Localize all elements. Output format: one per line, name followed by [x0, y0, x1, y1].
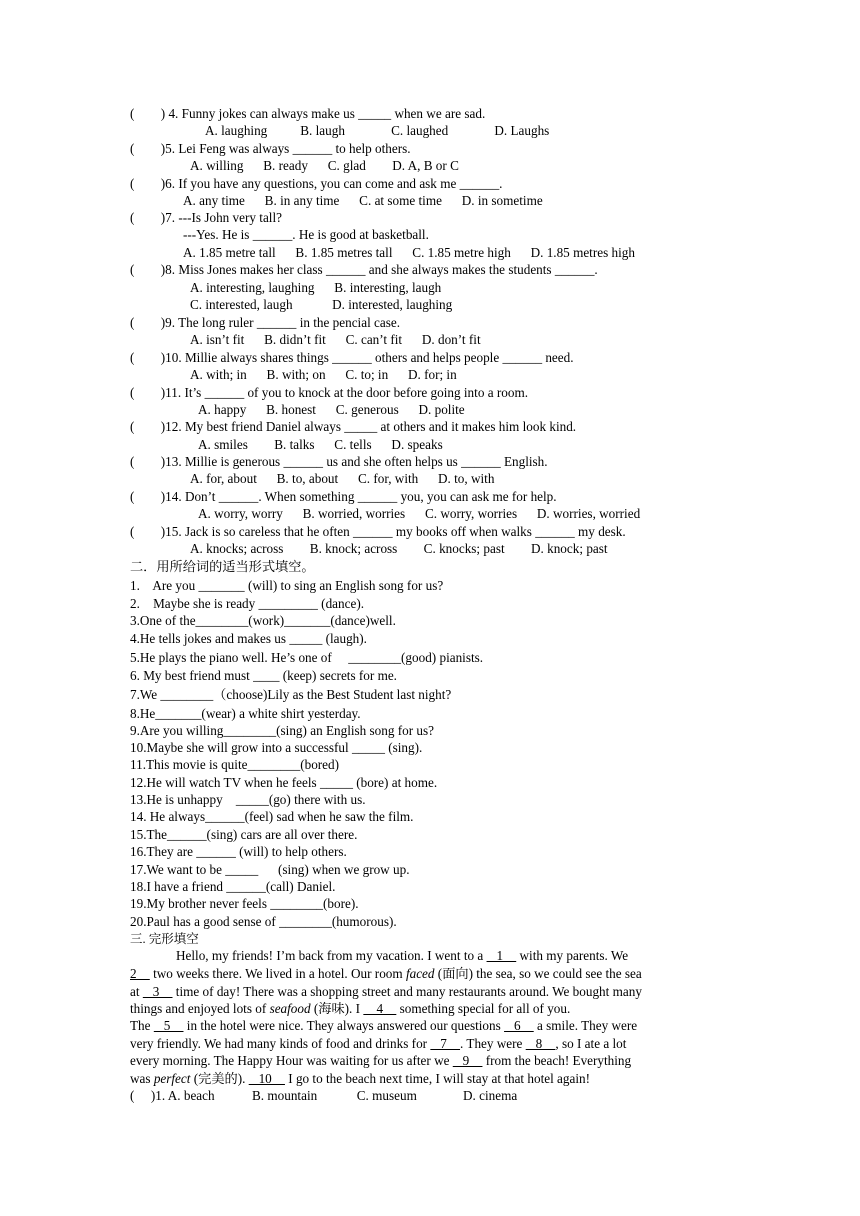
fill-item: 5.He plays the piano well. He’s one of ________(good) pianists.: [130, 650, 484, 665]
fill-item: 19.My brother never feels ________(bore).: [130, 896, 359, 911]
fill-item: 16.They are ______ (will) to help others.: [130, 844, 347, 859]
fill-item: 8.He_______(wear) a white shirt yesterday.: [130, 706, 361, 721]
fill-item: 18.I have a friend ______(call) Daniel.: [130, 879, 336, 894]
fill-item: 7.We ________（choose)Lily as the Best Student last night?: [130, 687, 452, 702]
mcq-15-options: A. knocks; across B. knock; across C. knocks; past D. knock; past: [190, 541, 608, 556]
fill-item: 17.We want to be _____ (sing) when we grow up.: [130, 862, 410, 877]
cloze-text: every morning. The Happy Hour was waiting for us after we: [130, 1053, 453, 1068]
cloze-blank: 8: [525, 1036, 556, 1051]
mcq-9-stem: ( )9. The long ruler ______ in the pencial case.: [130, 315, 401, 330]
cloze-italic-word: faced: [405, 966, 435, 981]
mcq-8-options: A. interesting, laughing B. interesting, laugh: [190, 280, 442, 295]
cloze-text: was: [130, 1071, 154, 1086]
mcq-5-options: A. willing B. ready C. glad D. A, B or C: [190, 158, 459, 173]
fill-item: 1. Are you _______ (will) to sing an English song for us?: [130, 578, 444, 593]
cloze-line: [130, 1052, 631, 1069]
cloze-italic-word: perfect: [153, 1071, 191, 1086]
cloze-text: at: [130, 984, 143, 999]
cloze-text: from the beach! Everything: [482, 1053, 632, 1068]
cloze-blank: 9: [452, 1053, 483, 1068]
cloze-blank: 2: [130, 966, 150, 981]
cloze-text: in the hotel were nice. They always answered our questions: [183, 1018, 505, 1033]
cloze-q1-options: B. mountain C. museum D. cinema: [252, 1088, 518, 1103]
fill-item: 12.He will watch TV when he feels _____ (bore) at home.: [130, 775, 438, 790]
mcq-6-stem: ( )6. If you have any questions, you can come and ask me ______.: [130, 176, 503, 191]
cloze-text: (完美的).: [190, 1071, 249, 1086]
cloze-line: [130, 983, 642, 1000]
cloze-text: I go to the beach next time, I will stay at that hotel again!: [284, 1071, 591, 1086]
cloze-blank: 7: [430, 1036, 461, 1051]
mcq-13-stem: ( )13. Millie is generous ______ us and she often helps us ______ English.: [130, 454, 548, 469]
cloze-text: a smile. They were: [533, 1018, 638, 1033]
cloze-text: The: [130, 1018, 154, 1033]
fill-item: 2. Maybe she is ready _________ (dance).: [130, 596, 365, 611]
cloze-blank: 1: [486, 948, 517, 963]
cloze-text: with my parents. We: [516, 948, 629, 963]
cloze-blank: 10: [248, 1071, 285, 1086]
mcq-8-stem: ( )8. Miss Jones makes her class ______ and she always makes the students ______.: [130, 262, 598, 277]
cloze-blank: 3: [142, 984, 173, 999]
mcq-11-stem: ( )11. It’s ______ of you to knock at the door before going into a room.: [130, 385, 528, 400]
cloze-line: [130, 1070, 590, 1087]
cloze-text: Hello, my friends! I’m back from my vacation. I went to a: [176, 948, 487, 963]
mcq-15-stem: ( )15. Jack is so careless that he often ______ my books off when walks ______ my desk.: [130, 524, 626, 539]
mcq-14-stem: ( )14. Don’t ______. When something ______ you, you can ask me for help.: [130, 489, 557, 504]
fill-item: 10.Maybe she will grow into a successful _____ (sing).: [130, 740, 423, 755]
fill-item: 15.The______(sing) cars are all over there.: [130, 827, 358, 842]
cloze-text: , so I ate a lot: [555, 1036, 627, 1051]
cloze-text: (海味). I: [310, 1001, 364, 1016]
cloze-line: [130, 1035, 626, 1052]
mcq-10-stem: ( )10. Millie always shares things ______ others and helps people ______ need.: [130, 350, 574, 365]
cloze-italic-word: seafood: [269, 1001, 311, 1016]
section-3-title: 三. 完形填空: [130, 932, 199, 946]
mcq-14-options: A. worry, worry B. worried, worries C. worry, worries D. worries, worried: [198, 506, 641, 521]
fill-item: 3.One of the________(work)_______(dance)well.: [130, 613, 396, 628]
cloze-blank: 5: [153, 1018, 184, 1033]
mcq-12-options: A. smiles B. talks C. tells D. speaks: [198, 437, 443, 452]
mcq-10-options: A. with; in B. with; on C. to; in D. for; in: [190, 367, 457, 382]
fill-item: 6. My best friend must ____ (keep) secrets for me.: [130, 668, 397, 683]
fill-item: 13.He is unhappy _____(go) there with us.: [130, 792, 366, 807]
cloze-line: [176, 947, 628, 964]
cloze-q1-stem: ( )1. A. beach: [130, 1088, 215, 1103]
mcq-8-options-line2: C. interested, laugh D. interested, laughing: [190, 297, 453, 312]
cloze-text: things and enjoyed lots of: [130, 1001, 270, 1016]
mcq-9-options: A. isn’t fit B. didn’t fit C. can’t fit D. don’t fit: [190, 332, 481, 347]
cloze-line: [130, 1017, 637, 1034]
cloze-text: something special for all of you.: [396, 1001, 571, 1016]
mcq-7-options: A. 1.85 metre tall B. 1.85 metres tall C. 1.85 metre high D. 1.85 metres high: [183, 245, 635, 260]
mcq-13-options: A. for, about B. to, about C. for, with D. to, with: [190, 471, 495, 486]
cloze-text: (面向) the sea, so we could see the sea: [434, 966, 642, 981]
cloze-blank: 4: [363, 1001, 397, 1016]
section-2-title: 二．用所给词的适当形式填空。: [130, 559, 315, 574]
cloze-blank: 6: [504, 1018, 534, 1033]
cloze-text: two weeks there. We lived in a hotel. Our room: [149, 966, 406, 981]
mcq-11-options: A. happy B. honest C. generous D. polite: [198, 402, 465, 417]
cloze-text: time of day! There was a shopping street and many restaurants around. We bought many: [172, 984, 642, 999]
mcq-7-stem-line2: ---Yes. He is ______. He is good at basketball.: [183, 227, 429, 242]
mcq-7-stem: ( )7. ---Is John very tall?: [130, 210, 282, 225]
cloze-text: very friendly. We had many kinds of food and drinks for: [130, 1036, 431, 1051]
cloze-line: [130, 1000, 570, 1017]
mcq-6-options: A. any time B. in any time C. at some time D. in sometime: [183, 193, 543, 208]
cloze-line: [130, 965, 642, 982]
fill-item: 9.Are you willing________(sing) an English song for us?: [130, 723, 435, 738]
cloze-text: . They were: [460, 1036, 526, 1051]
mcq-12-stem: ( )12. My best friend Daniel always _____ at others and it makes him look kind.: [130, 419, 577, 434]
mcq-5-stem: ( )5. Lei Feng was always ______ to help others.: [130, 141, 411, 156]
fill-item: 14. He always______(feel) sad when he saw the film.: [130, 809, 414, 824]
mcq-4-stem: ( ) 4. Funny jokes can always make us _____ when we are sad.: [130, 106, 486, 121]
fill-item: 4.He tells jokes and makes us _____ (laugh).: [130, 631, 367, 646]
mcq-4-options: A. laughing B. laugh C. laughed D. Laughs: [205, 123, 550, 138]
fill-item: 20.Paul has a good sense of ________(humorous).: [130, 914, 397, 929]
fill-item: 11.This movie is quite________(bored): [130, 757, 340, 772]
